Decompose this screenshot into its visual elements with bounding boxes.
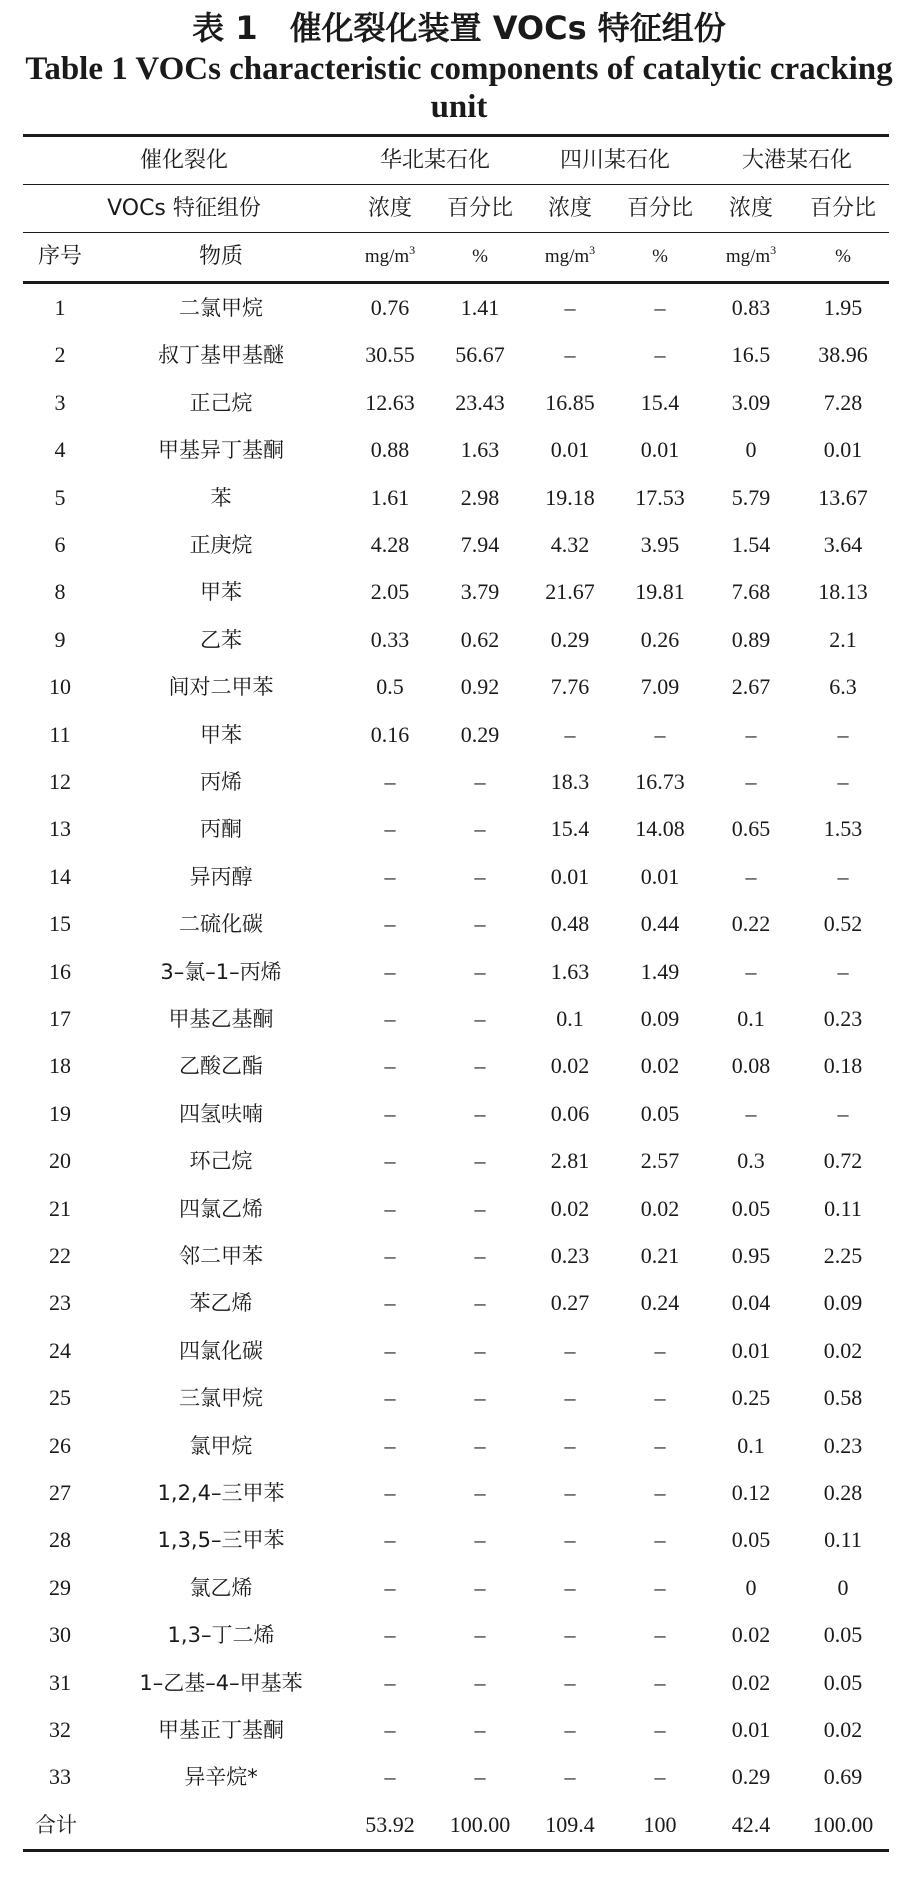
table-cell: 0.11 bbox=[824, 1527, 862, 1552]
table-cell: – bbox=[384, 1480, 396, 1505]
table-cell: 0.01 bbox=[640, 437, 680, 462]
table-cell: 1.41 bbox=[460, 295, 500, 320]
row-number: 6 bbox=[54, 532, 66, 557]
row-number: 29 bbox=[49, 1575, 71, 1600]
table-cell: 0.26 bbox=[640, 627, 680, 652]
row-number: 22 bbox=[49, 1243, 71, 1268]
table-cell: – bbox=[654, 1717, 666, 1742]
table-cell: 0.09 bbox=[823, 1290, 863, 1315]
table-cell: 2.25 bbox=[823, 1243, 863, 1268]
total-cell: 53.92 bbox=[365, 1812, 415, 1837]
row-number: 23 bbox=[49, 1290, 71, 1315]
table-cell: – bbox=[474, 1717, 486, 1742]
table-cell: 0.02 bbox=[550, 1196, 590, 1221]
header-conc-1: 浓度 bbox=[367, 196, 412, 221]
table-cell: 0.44 bbox=[640, 911, 680, 936]
table-cell: 0.27 bbox=[550, 1290, 590, 1315]
substance-name: 丙酮 bbox=[200, 817, 242, 841]
table-cell: 0.02 bbox=[823, 1338, 863, 1363]
table-cell: 0.21 bbox=[640, 1243, 680, 1268]
table-cell: 15.4 bbox=[640, 390, 680, 415]
table-cell: 2.05 bbox=[370, 579, 410, 604]
unit-exponent: 3 bbox=[589, 243, 596, 257]
table-cell: – bbox=[474, 1527, 486, 1552]
table-cell: 0.23 bbox=[823, 1006, 863, 1031]
table-cell: 0.02 bbox=[550, 1053, 590, 1078]
table-cell: – bbox=[384, 1575, 396, 1600]
table-cell: – bbox=[384, 1243, 396, 1268]
table-cell: 2.98 bbox=[460, 485, 500, 510]
table-cell: 7.76 bbox=[550, 674, 590, 699]
table-cell: – bbox=[474, 1196, 486, 1221]
table-cell: 4.32 bbox=[550, 532, 590, 557]
substance-name: 间对二甲苯 bbox=[168, 675, 274, 699]
table-cell: 18.13 bbox=[818, 579, 868, 604]
table-cell: 4.28 bbox=[370, 532, 410, 557]
table-cell: 15.4 bbox=[550, 816, 590, 841]
row-number: 19 bbox=[49, 1101, 71, 1126]
table-cell: 0.3 bbox=[737, 1148, 765, 1173]
substance-name: 叔丁基甲基醚 bbox=[158, 343, 284, 367]
row-number: 20 bbox=[49, 1148, 71, 1173]
table-cell: 0.5 bbox=[376, 674, 404, 699]
table-cell: – bbox=[654, 1622, 666, 1647]
table-cell: – bbox=[384, 1196, 396, 1221]
table-cell: 0.29 bbox=[550, 627, 590, 652]
total-label: 合计 bbox=[35, 1813, 77, 1837]
header-conc-unit-3: $mg/m^3$ bbox=[725, 243, 777, 267]
header-pct-unit-3: % bbox=[835, 246, 851, 267]
header-no: 序号 bbox=[37, 244, 82, 269]
table-cell: – bbox=[474, 1243, 486, 1268]
row-number: 17 bbox=[49, 1006, 71, 1031]
header-conc-3: 浓度 bbox=[728, 196, 773, 221]
table-cell: 7.68 bbox=[731, 579, 771, 604]
table-cell: 5.79 bbox=[731, 485, 771, 510]
table-cell: – bbox=[384, 1148, 396, 1173]
table-cell: 14.08 bbox=[635, 816, 685, 841]
substance-name: 甲基异丁基酮 bbox=[158, 438, 284, 462]
table-cell: – bbox=[384, 1053, 396, 1078]
row-number: 24 bbox=[49, 1338, 71, 1363]
table-cell: – bbox=[384, 816, 396, 841]
table-cell: 0.08 bbox=[731, 1053, 771, 1078]
table-cell: – bbox=[384, 911, 396, 936]
table-cell: 1.54 bbox=[731, 532, 771, 557]
table-cell: 0.72 bbox=[823, 1148, 863, 1173]
table-cell: 0.02 bbox=[731, 1622, 771, 1647]
table-cell: – bbox=[474, 911, 486, 936]
substance-name: 1,3–丁二烯 bbox=[167, 1623, 275, 1647]
table-cell: – bbox=[564, 1338, 576, 1363]
table-cell: 0 bbox=[745, 1575, 757, 1600]
substance-name: 3–氯–1–丙烯 bbox=[160, 960, 282, 984]
header-pct-1: 百分比 bbox=[446, 196, 513, 221]
table-cell: 1.53 bbox=[823, 816, 863, 841]
row-number: 32 bbox=[49, 1717, 71, 1742]
header-pct-2: 百分比 bbox=[626, 196, 693, 221]
table-cell: 0.28 bbox=[823, 1480, 863, 1505]
table-cell: – bbox=[384, 1338, 396, 1363]
table-cell: 0.25 bbox=[731, 1385, 771, 1410]
table-cell: 0.23 bbox=[823, 1433, 863, 1458]
table-cell: 16.5 bbox=[731, 342, 771, 367]
header-substance: 物质 bbox=[198, 244, 243, 269]
table-cell: – bbox=[474, 1764, 486, 1789]
table-cell: – bbox=[837, 769, 849, 794]
total-cell: 100.00 bbox=[812, 1812, 874, 1837]
table-title-en: Table 1 VOCs characteristic components of catalytic cracking unit bbox=[25, 51, 893, 125]
table-cell: – bbox=[654, 1338, 666, 1363]
table-cell: 2.57 bbox=[640, 1148, 680, 1173]
table-cell: 0.58 bbox=[823, 1385, 863, 1410]
table-cell: 0.52 bbox=[823, 911, 863, 936]
substance-name: 四氯化碳 bbox=[179, 1339, 263, 1363]
row-number: 14 bbox=[49, 864, 71, 889]
table-cell: 38.96 bbox=[818, 342, 868, 367]
table-cell: – bbox=[474, 1575, 486, 1600]
table-cell: 1.61 bbox=[370, 485, 410, 510]
table-cell: – bbox=[474, 959, 486, 984]
substance-name: 1,3,5–三甲苯 bbox=[157, 1528, 285, 1552]
row-number: 3 bbox=[54, 390, 66, 415]
table-cell: 1.63 bbox=[550, 959, 590, 984]
table-cell: – bbox=[745, 959, 757, 984]
header-group-2: 四川某石化 bbox=[559, 148, 670, 173]
table-cell: – bbox=[564, 1480, 576, 1505]
row-number: 4 bbox=[54, 437, 66, 462]
row-number: 30 bbox=[49, 1622, 71, 1647]
table-cell: 0.33 bbox=[370, 627, 410, 652]
table-cell: – bbox=[654, 1575, 666, 1600]
table-cell: – bbox=[384, 1622, 396, 1647]
table-cell: 16.73 bbox=[635, 769, 685, 794]
table-cell: – bbox=[654, 1433, 666, 1458]
substance-name: 环己烷 bbox=[189, 1149, 253, 1173]
row-number: 25 bbox=[49, 1385, 71, 1410]
table-cell: 3.79 bbox=[460, 579, 500, 604]
table-cell: 0.69 bbox=[823, 1764, 863, 1789]
table-cell: – bbox=[564, 1622, 576, 1647]
unit-exponent: 3 bbox=[770, 243, 777, 257]
table-cell: – bbox=[654, 1670, 666, 1695]
table-cell: – bbox=[745, 1101, 757, 1126]
table-cell: 0.1 bbox=[737, 1433, 765, 1458]
table-cell: 0.48 bbox=[550, 911, 590, 936]
row-number: 10 bbox=[49, 674, 71, 699]
table-cell: – bbox=[474, 1385, 486, 1410]
table-cell: 0.88 bbox=[370, 437, 410, 462]
table-cell: 0.05 bbox=[640, 1101, 680, 1126]
substance-name: 1,2,4–三甲苯 bbox=[157, 1481, 285, 1505]
table-cell: 0.1 bbox=[556, 1006, 584, 1031]
table-cell: – bbox=[564, 342, 576, 367]
header-conc-2: 浓度 bbox=[547, 196, 592, 221]
table-cell: 1.95 bbox=[823, 295, 863, 320]
table-cell: – bbox=[384, 1433, 396, 1458]
table-title-cn: 表 1 催化裂化装置 VOCs 特征组份 bbox=[192, 9, 726, 47]
substance-name: 正己烷 bbox=[189, 391, 253, 415]
table-cell: 0.83 bbox=[731, 295, 771, 320]
table-cell: 0.62 bbox=[460, 627, 500, 652]
substance-name: 二氯甲烷 bbox=[179, 296, 263, 320]
table-cell: 0.02 bbox=[640, 1053, 680, 1078]
table-cell: 0.02 bbox=[731, 1670, 771, 1695]
table-cell: 13.67 bbox=[818, 485, 868, 510]
table-cell: – bbox=[564, 1670, 576, 1695]
table-cell: 0.01 bbox=[731, 1338, 771, 1363]
table-cell: – bbox=[745, 864, 757, 889]
substance-name: 甲苯 bbox=[200, 580, 242, 604]
table-cell: 0.05 bbox=[731, 1196, 771, 1221]
substance-name: 邻二甲苯 bbox=[179, 1244, 263, 1268]
table-cell: – bbox=[564, 1717, 576, 1742]
header-pct-3: 百分比 bbox=[809, 196, 876, 221]
table-cell: 0.02 bbox=[640, 1196, 680, 1221]
unit-exponent: 3 bbox=[409, 243, 416, 257]
substance-name: 甲基正丁基酮 bbox=[158, 1718, 284, 1742]
table-cell: 21.67 bbox=[545, 579, 595, 604]
table-cell: 1.63 bbox=[460, 437, 500, 462]
row-number: 15 bbox=[49, 911, 71, 936]
row-number: 28 bbox=[49, 1527, 71, 1552]
table-cell: 7.94 bbox=[460, 532, 500, 557]
substance-name: 1–乙基–4–甲基苯 bbox=[139, 1671, 303, 1695]
table-cell: – bbox=[474, 1053, 486, 1078]
table-cell: 0.09 bbox=[640, 1006, 680, 1031]
table-cell: 0 bbox=[745, 437, 757, 462]
substance-name: 异丙醇 bbox=[189, 865, 253, 889]
row-number: 31 bbox=[49, 1670, 71, 1695]
table-cell: 0.01 bbox=[823, 437, 863, 462]
table-cell: 3.95 bbox=[640, 532, 680, 557]
table-cell: 0.05 bbox=[823, 1670, 863, 1695]
table-cell: – bbox=[564, 1575, 576, 1600]
table-cell: – bbox=[745, 769, 757, 794]
table-cell: 0.02 bbox=[823, 1717, 863, 1742]
header-pct-unit-2: % bbox=[652, 246, 668, 267]
table-cell: – bbox=[654, 1480, 666, 1505]
header-unit: 催化裂化 bbox=[139, 148, 228, 173]
row-number: 21 bbox=[49, 1196, 71, 1221]
table-cell: – bbox=[384, 1385, 396, 1410]
table-cell: – bbox=[654, 1527, 666, 1552]
header-conc-unit-2: $mg/m^3$ bbox=[544, 243, 596, 267]
table-cell: 0.18 bbox=[823, 1053, 863, 1078]
table-cell: 0.01 bbox=[550, 437, 590, 462]
substance-name: 二硫化碳 bbox=[179, 912, 263, 936]
table-cell: – bbox=[474, 1480, 486, 1505]
table-cell: 0.11 bbox=[824, 1196, 862, 1221]
table-cell: 0.76 bbox=[370, 295, 410, 320]
table-cell: 0.22 bbox=[731, 911, 771, 936]
table-cell: – bbox=[474, 864, 486, 889]
table-cell: – bbox=[564, 1433, 576, 1458]
substance-name: 氯乙烯 bbox=[189, 1576, 253, 1600]
table-cell: 1.49 bbox=[640, 959, 680, 984]
table-cell: – bbox=[474, 816, 486, 841]
table-cell: 0.01 bbox=[550, 864, 590, 889]
table-cell: – bbox=[745, 722, 757, 747]
table-cell: 0 bbox=[837, 1575, 849, 1600]
substance-name: 甲苯 bbox=[200, 723, 242, 747]
table-cell: 18.3 bbox=[550, 769, 590, 794]
row-number: 12 bbox=[49, 769, 71, 794]
total-cell: 100 bbox=[643, 1812, 677, 1837]
row-number: 26 bbox=[49, 1433, 71, 1458]
row-number: 2 bbox=[54, 342, 66, 367]
table-cell: 0.24 bbox=[640, 1290, 680, 1315]
table-cell: – bbox=[384, 1717, 396, 1742]
header-group-3: 大港某石化 bbox=[741, 148, 852, 173]
table-cell: 0.1 bbox=[737, 1006, 765, 1031]
row-number: 27 bbox=[49, 1480, 71, 1505]
row-number: 11 bbox=[49, 722, 71, 747]
table-cell: – bbox=[474, 769, 486, 794]
table-cell: 19.18 bbox=[545, 485, 595, 510]
table-cell: 17.53 bbox=[635, 485, 685, 510]
table-cell: 0.12 bbox=[731, 1480, 771, 1505]
substance-name: 乙酸乙酯 bbox=[179, 1054, 263, 1078]
table-cell: 0.16 bbox=[370, 722, 410, 747]
table-cell: 56.67 bbox=[455, 342, 505, 367]
table-cell: – bbox=[474, 1338, 486, 1363]
table-cell: – bbox=[474, 1622, 486, 1647]
table-cell: – bbox=[564, 1527, 576, 1552]
substance-name: 丙烯 bbox=[200, 770, 242, 794]
table-cell: – bbox=[384, 1670, 396, 1695]
row-number: 13 bbox=[49, 816, 71, 841]
table-cell: – bbox=[384, 769, 396, 794]
substance-name: 正庚烷 bbox=[189, 533, 253, 557]
table-cell: 0.04 bbox=[731, 1290, 771, 1315]
table-cell: 6.3 bbox=[829, 674, 857, 699]
table-cell: – bbox=[474, 1006, 486, 1031]
row-number: 18 bbox=[49, 1053, 71, 1078]
substance-name: 甲基乙基酮 bbox=[168, 1007, 274, 1031]
header-group-1: 华北某石化 bbox=[379, 148, 490, 173]
table-cell: 0.01 bbox=[731, 1717, 771, 1742]
total-cell: 100.00 bbox=[449, 1812, 511, 1837]
header-components-label: VOCs 特征组份 bbox=[107, 196, 261, 221]
table-cell: – bbox=[837, 722, 849, 747]
table-cell: 23.43 bbox=[455, 390, 505, 415]
table-cell: – bbox=[384, 1101, 396, 1126]
table-cell: – bbox=[654, 1385, 666, 1410]
table-cell: 0.05 bbox=[731, 1527, 771, 1552]
table-cell: – bbox=[564, 722, 576, 747]
table-cell: – bbox=[474, 1101, 486, 1126]
table-cell: – bbox=[384, 1006, 396, 1031]
table-cell: 0.06 bbox=[550, 1101, 590, 1126]
table-cell: 0.95 bbox=[731, 1243, 771, 1268]
table-cell: – bbox=[384, 959, 396, 984]
table-cell: 0.29 bbox=[731, 1764, 771, 1789]
table-cell: 2.1 bbox=[829, 627, 857, 652]
table-cell: 19.81 bbox=[635, 579, 685, 604]
total-cell: 42.4 bbox=[731, 1812, 771, 1837]
row-number: 9 bbox=[54, 627, 66, 652]
table-cell: – bbox=[384, 1290, 396, 1315]
table-cell: – bbox=[837, 864, 849, 889]
table-cell: – bbox=[474, 1290, 486, 1315]
table-cell: – bbox=[384, 864, 396, 889]
table-cell: – bbox=[654, 1764, 666, 1789]
table-cell: 3.64 bbox=[823, 532, 863, 557]
table-cell: – bbox=[384, 1527, 396, 1552]
table-cell: – bbox=[654, 295, 666, 320]
table-cell: 16.85 bbox=[545, 390, 595, 415]
table-cell: – bbox=[384, 1764, 396, 1789]
table-cell: 12.63 bbox=[365, 390, 415, 415]
substance-name: 异辛烷* bbox=[184, 1765, 258, 1789]
table-cell: 7.28 bbox=[823, 390, 863, 415]
substance-name: 苯乙烯 bbox=[189, 1291, 253, 1315]
table-cell: 0.29 bbox=[460, 722, 500, 747]
header-pct-unit-1: % bbox=[472, 246, 488, 267]
table-cell: – bbox=[564, 1385, 576, 1410]
row-number: 16 bbox=[49, 959, 71, 984]
row-number: 8 bbox=[54, 579, 66, 604]
table-cell: – bbox=[474, 1433, 486, 1458]
table-cell: 7.09 bbox=[640, 674, 680, 699]
substance-name: 四氯乙烯 bbox=[179, 1197, 263, 1221]
row-number: 5 bbox=[54, 485, 66, 510]
table-cell: – bbox=[654, 722, 666, 747]
table-cell: 0.89 bbox=[731, 627, 771, 652]
table-cell: – bbox=[837, 1101, 849, 1126]
substance-name: 苯 bbox=[210, 486, 232, 510]
substance-name: 三氯甲烷 bbox=[179, 1386, 263, 1410]
table-cell: 30.55 bbox=[365, 342, 415, 367]
substance-name: 乙苯 bbox=[200, 628, 242, 652]
table-cell: – bbox=[474, 1148, 486, 1173]
table-cell: 0.65 bbox=[731, 816, 771, 841]
header-conc-unit-1: $mg/m^3$ bbox=[364, 243, 416, 267]
table-cell: 2.67 bbox=[731, 674, 771, 699]
table-cell: 0.92 bbox=[460, 674, 500, 699]
table-cell: – bbox=[654, 342, 666, 367]
substance-name: 氯甲烷 bbox=[189, 1434, 253, 1458]
table-cell: 0.01 bbox=[640, 864, 680, 889]
table-bottom-rule bbox=[23, 1849, 889, 1852]
table-cell: – bbox=[837, 959, 849, 984]
table-cell: 0.05 bbox=[823, 1622, 863, 1647]
row-number: 33 bbox=[49, 1764, 71, 1789]
table-cell: 2.81 bbox=[550, 1148, 590, 1173]
row-number: 1 bbox=[54, 295, 66, 320]
table-cell: – bbox=[564, 1764, 576, 1789]
table-cell: 3.09 bbox=[731, 390, 771, 415]
substance-name: 四氢呋喃 bbox=[179, 1102, 263, 1126]
table-cell: – bbox=[564, 295, 576, 320]
total-cell: 109.4 bbox=[545, 1812, 595, 1837]
table-cell: 0.23 bbox=[550, 1243, 590, 1268]
table-cell: – bbox=[474, 1670, 486, 1695]
